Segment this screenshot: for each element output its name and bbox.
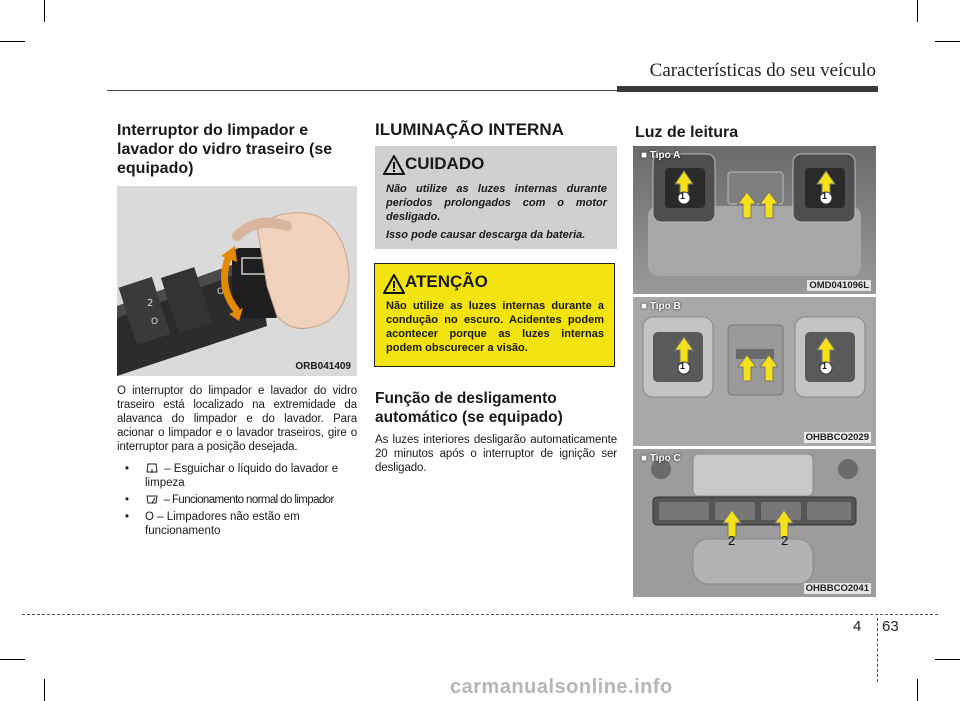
attention-box	[374, 263, 615, 367]
warning-triangle-icon	[383, 274, 405, 294]
chapter-number: 4	[853, 618, 862, 635]
header-rule	[107, 90, 617, 91]
type-b-illustration	[633, 297, 876, 446]
reading-light-type-b	[633, 297, 876, 446]
caution-text: Não utilize as luzes internas durante períodos prolongados com o motor desligado.	[386, 183, 607, 223]
crop-mark	[44, 679, 45, 701]
callout-number: 2	[781, 533, 789, 548]
photo-code: OHBBCO2029	[805, 432, 869, 443]
bullet-mark: •	[125, 463, 130, 475]
photo-code: OHBBCO2041	[805, 583, 869, 594]
caution-box	[375, 146, 617, 249]
attention-title: ATENÇÃO	[405, 272, 488, 291]
reading-light-type-c	[633, 449, 876, 597]
crop-mark	[917, 679, 918, 701]
caution-text-2: Isso pode causar descarga da bateria.	[386, 229, 586, 241]
crop-mark	[935, 659, 960, 660]
header-rule-thick	[617, 86, 878, 92]
callout-number: 2	[728, 533, 736, 548]
type-a-illustration	[633, 146, 876, 294]
callout-number: 1	[822, 361, 828, 371]
rear-wiper-description: O interruptor do limpador e lavador do vidro traseiro está localizado na extremidade da alavanca do limpador e do lavador. Para acionar o limpador e o lavador traseiros, gire o interruptor para a posição desejada.	[117, 385, 357, 453]
washer-spray-icon	[145, 462, 159, 474]
type-c-illustration	[633, 449, 876, 597]
crop-mark	[44, 0, 45, 22]
crop-mark	[917, 0, 918, 22]
warning-triangle-icon	[383, 155, 405, 175]
auto-off-title: Função de desligamento automático (se equipado)	[375, 390, 563, 426]
panel-type-label: ■ Tipo B	[641, 301, 681, 312]
bullet-mark: •	[125, 494, 130, 506]
svg-text:O: O	[151, 317, 159, 327]
bullet-mark: •	[125, 511, 130, 523]
page-number: 63	[882, 618, 899, 635]
panel-type-label: ■ Tipo A	[641, 150, 681, 161]
caution-title: CUIDADO	[405, 154, 485, 173]
watermark: carmanualsonline.info	[450, 676, 673, 698]
bullet-text: – Esguichar o líquido do lavador e limpeza	[145, 463, 339, 489]
photo-code: OMD041096L	[809, 280, 869, 291]
wiper-lever-illustration	[117, 186, 357, 376]
reading-light-type-a	[633, 146, 876, 294]
callout-number: 1	[680, 191, 686, 201]
crop-mark	[935, 41, 960, 42]
callout-number: 1	[680, 361, 686, 371]
crop-mark	[0, 41, 25, 42]
list-item	[105, 510, 357, 538]
interior-lighting-title: ILUMINAÇÃO INTERNA	[375, 120, 564, 139]
bullet-text: O – Limpadores não estão em funcionamento	[145, 511, 300, 537]
callout-number: 1	[822, 191, 828, 201]
list-item	[105, 493, 357, 507]
rear-wiper-title: Interruptor do limpador e lavador do vidro traseiro (se equipado)	[117, 122, 333, 177]
wiper-positions-list	[105, 462, 357, 541]
wiper-switch-photo	[117, 186, 357, 376]
footer-rule	[22, 614, 938, 615]
wiper-icon	[145, 493, 159, 505]
auto-off-description: As luzes interiores desligarão automaticamente 20 minutos após o interruptor de ignição ser desligado.	[375, 434, 617, 474]
bullet-text: – Funcionamento normal do limpador	[161, 494, 334, 506]
svg-text:O: O	[217, 287, 225, 297]
photo-code: ORB041409	[295, 361, 351, 372]
list-item	[105, 462, 357, 490]
reading-light-title: Luz de leitura	[635, 124, 739, 141]
svg-text:2: 2	[147, 298, 154, 309]
section-title: Características do seu veículo	[649, 60, 876, 81]
attention-text: Não utilize as luzes internas durante a condução no escuro. Acidentes podem acontecer porque as luzes internas podem obscurecer a visão.	[386, 300, 604, 354]
page-number-divider	[877, 618, 878, 682]
crop-mark	[0, 659, 25, 660]
panel-type-label: ■ Tipo C	[641, 453, 681, 464]
